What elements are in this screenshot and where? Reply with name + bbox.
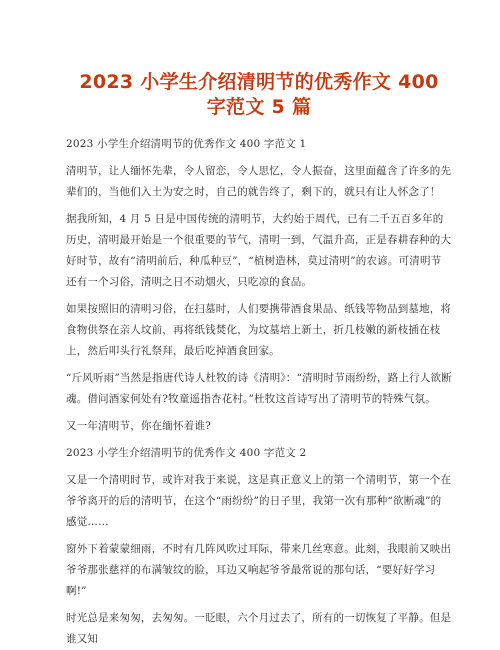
section-heading-2: 2023 小学生介绍清明节的优秀作文 400 字范文 2 — [66, 447, 307, 459]
document-body — [66, 134, 452, 650]
paragraph: 窗外下着蒙蒙细雨，不时有几阵风吹过耳际，带来几丝寒意。此刻，我眼前又映出爷爷那张慈祥的布满皱纹的脸，耳边又响起爷爷最常说的那句话，“要好好学习啊!” — [66, 543, 452, 597]
paragraph: 据我所知，4 月 5 日是中国传统的清明节，大约始于周代，已有二千五百多年的历史，清明最开始是一个很重要的节气，清明一到，气温升高，正是春耕春种的大好时节，故有“清明前后，种瓜种豆”，“植树造林，莫过清明”的农谚。可清明节还有一个习俗，清明之日不动烟火，只吃凉的食品。 — [66, 213, 452, 288]
section-heading-1: 2023 小学生介绍清明节的优秀作文 400 字范文 1 — [66, 138, 307, 150]
paragraph: 时光总是来匆匆，去匆匆。一眨眼，六个月过去了，所有的一切恢复了平静。但是谁又知 — [66, 612, 452, 645]
paragraph: 又一年清明节，你在缅怀着谁? — [66, 420, 211, 432]
document-title: 2023 小学生介绍清明节的优秀作文 400 字范文 5 篇 — [79, 71, 439, 118]
paragraph: 清明节，让人缅怀先辈，令人留恋，令人思忆，令人振奋，这里面蕴含了许多的先辈们的，当他们入土为安之时，自己的就告终了，剩下的，就只有让人怀念了！ — [66, 165, 452, 198]
paragraph: 如果按照旧的清明习俗，在扫墓时，人们要携带酒食果品、纸钱等物品到墓地，将食物供祭在亲人坟前，再将纸钱焚化，为坟墓培上新土，折几枝嫩的新枝插在枝上，然后叩头行礼祭拜，最后吃掉酒食回家。 — [66, 303, 452, 357]
paragraph: “斤风听雨”当然是指唐代诗人杜牧的诗《清明》：“清明时节雨纷纷，路上行人欲断魂。借问酒家何处有?牧童遥指杏花村。”杜牧这首诗写出了清明节的特殊气氛。 — [66, 372, 452, 405]
paragraph: 又是一个清明时节，或许对我于来说，这是真正意义上的第一个清明节，第一个在爷爷离开的后的清明节，在这个“雨纷纷”的日子里，我第一次有那种“欲断魂”的感觉…… — [66, 474, 452, 528]
